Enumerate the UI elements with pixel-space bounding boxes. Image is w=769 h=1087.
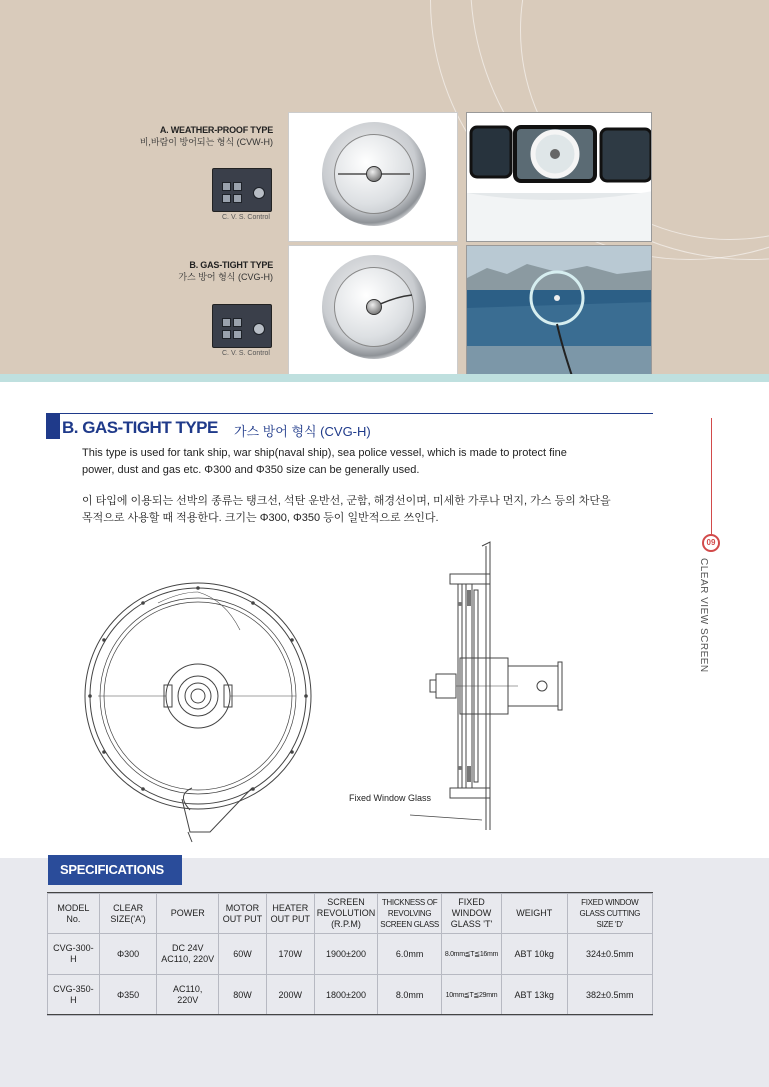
table-row	[48, 975, 653, 1016]
screen-hub	[366, 299, 382, 315]
weather-proof-label	[140, 124, 273, 148]
cell-thickness: 8.0mm	[378, 975, 442, 1016]
weather-proof-title-ko: 비,바람이 방어되는 형식 (CVW-H)	[139, 137, 273, 147]
cell-model: CVG-300-H	[48, 934, 100, 975]
table-header-row	[48, 894, 653, 934]
knob-icon	[253, 187, 265, 199]
side-tab-line	[711, 418, 712, 544]
cell-heater: 170W	[266, 934, 314, 975]
weather-proof-screen-photo	[288, 112, 458, 242]
header-revolution: SCREEN REVOLUTION (R.P.M)	[314, 894, 378, 934]
switch-icon	[222, 194, 231, 203]
header-clear-size: CLEAR SIZE('A')	[99, 894, 157, 934]
switch-icon	[233, 318, 242, 327]
switch-icon	[233, 182, 242, 191]
switch-icon	[222, 318, 231, 327]
header-weight: WEIGHT	[501, 894, 567, 934]
cell-clear-size: Φ350	[99, 975, 157, 1016]
control-panel-image	[212, 168, 272, 212]
header-motor: MOTOR OUT PUT	[219, 894, 267, 934]
page-number: 09	[702, 534, 720, 552]
description-en-line: power, dust and gas etc. Φ300 and Φ350 size can be generally used.	[82, 464, 420, 476]
gas-tight-title-ko: 가스 방어 형식 (CVG-H)	[178, 272, 273, 282]
cell-heater: 200W	[266, 975, 314, 1016]
header-thickness: THICKNESS OF REVOLVING SCREEN GLASS	[378, 894, 442, 934]
section-title-ko: 가스 방어 형식 (CVG-H)	[234, 424, 371, 439]
switch-icon	[222, 330, 231, 339]
switch-icon	[233, 330, 242, 339]
header-model: MODEL No.	[48, 894, 100, 934]
knob-icon	[253, 323, 265, 335]
control-panel-image	[212, 304, 272, 348]
cell-power: AC110, 220V	[157, 975, 219, 1016]
cell-thickness: 6.0mm	[378, 934, 442, 975]
description-ko	[82, 493, 662, 527]
bridge-window-illustration	[467, 113, 652, 242]
product-photo-band	[0, 0, 769, 374]
screen-hub	[366, 166, 382, 182]
front-view-drawing	[80, 570, 320, 845]
cell-fixed-glass: 10mm≦T≦29mm	[441, 975, 501, 1016]
table-bottom-rule	[47, 1014, 653, 1015]
cell-motor: 60W	[219, 934, 267, 975]
cell-fixed-glass: 8.0mm≦T≦16mm	[441, 934, 501, 975]
cell-cutting: 382±0.5mm	[567, 975, 652, 1016]
cell-clear-size: Φ300	[99, 934, 157, 975]
description-en-line: This type is used for tank ship, war ship(naval ship), sea police vessel, which is made to protect fine	[82, 447, 567, 459]
section-title: B. GAS-TIGHT TYPE	[62, 418, 218, 437]
section-marker	[46, 414, 60, 439]
gas-tight-title: B. GAS-TIGHT TYPE	[189, 260, 273, 270]
cell-revolution: 1800±200	[314, 975, 378, 1016]
divider-strip	[0, 374, 769, 382]
cell-cutting: 324±0.5mm	[567, 934, 652, 975]
table-row	[48, 934, 653, 975]
header-heater: HEATER OUT PUT	[266, 894, 314, 934]
header-cutting: FIXED WINDOW GLASS CUTTING SIZE 'D'	[567, 894, 652, 934]
switch-icon	[233, 194, 242, 203]
side-tab-label: CLEAR VIEW SCREEN	[698, 558, 709, 673]
cell-power: DC 24V AC110, 220V	[157, 934, 219, 975]
cell-weight: ABT 10kg	[501, 934, 567, 975]
fixed-window-glass-callout: Fixed Window Glass	[349, 793, 432, 803]
description-ko-line: 이 타입에 이용되는 선박의 종류는 탱크선, 석탄 운반선, 군함, 해경선이며, 미세한 가루나 먼지, 가스 등의 차단을	[82, 495, 611, 507]
gas-tight-screen-photo	[288, 245, 458, 374]
gas-tight-label	[178, 259, 273, 283]
cell-motor: 80W	[219, 975, 267, 1016]
specifications-table	[47, 893, 653, 1016]
harbor-illustration	[467, 246, 652, 374]
control-caption: C. V. S. Control	[222, 350, 270, 357]
description-ko-line: 목적으로 사용할 때 적용한다. 크기는 Φ300, Φ350 등이 일반적으로 쓰인다.	[82, 512, 439, 524]
section-rule	[46, 413, 653, 414]
header-fixed-glass: FIXED WINDOW GLASS 'T'	[441, 894, 501, 934]
cell-revolution: 1900±200	[314, 934, 378, 975]
harbor-view-photo	[466, 245, 652, 374]
description-en	[82, 445, 662, 479]
specifications-heading: SPECIFICATIONS	[48, 855, 182, 885]
control-caption: C. V. S. Control	[222, 214, 270, 221]
cell-weight: ABT 13kg	[501, 975, 567, 1016]
weather-proof-title: A. WEATHER-PROOF TYPE	[159, 125, 273, 135]
switch-icon	[222, 182, 231, 191]
header-power: POWER	[157, 894, 219, 934]
bridge-window-photo	[466, 112, 652, 242]
cell-model: CVG-350-H	[48, 975, 100, 1016]
